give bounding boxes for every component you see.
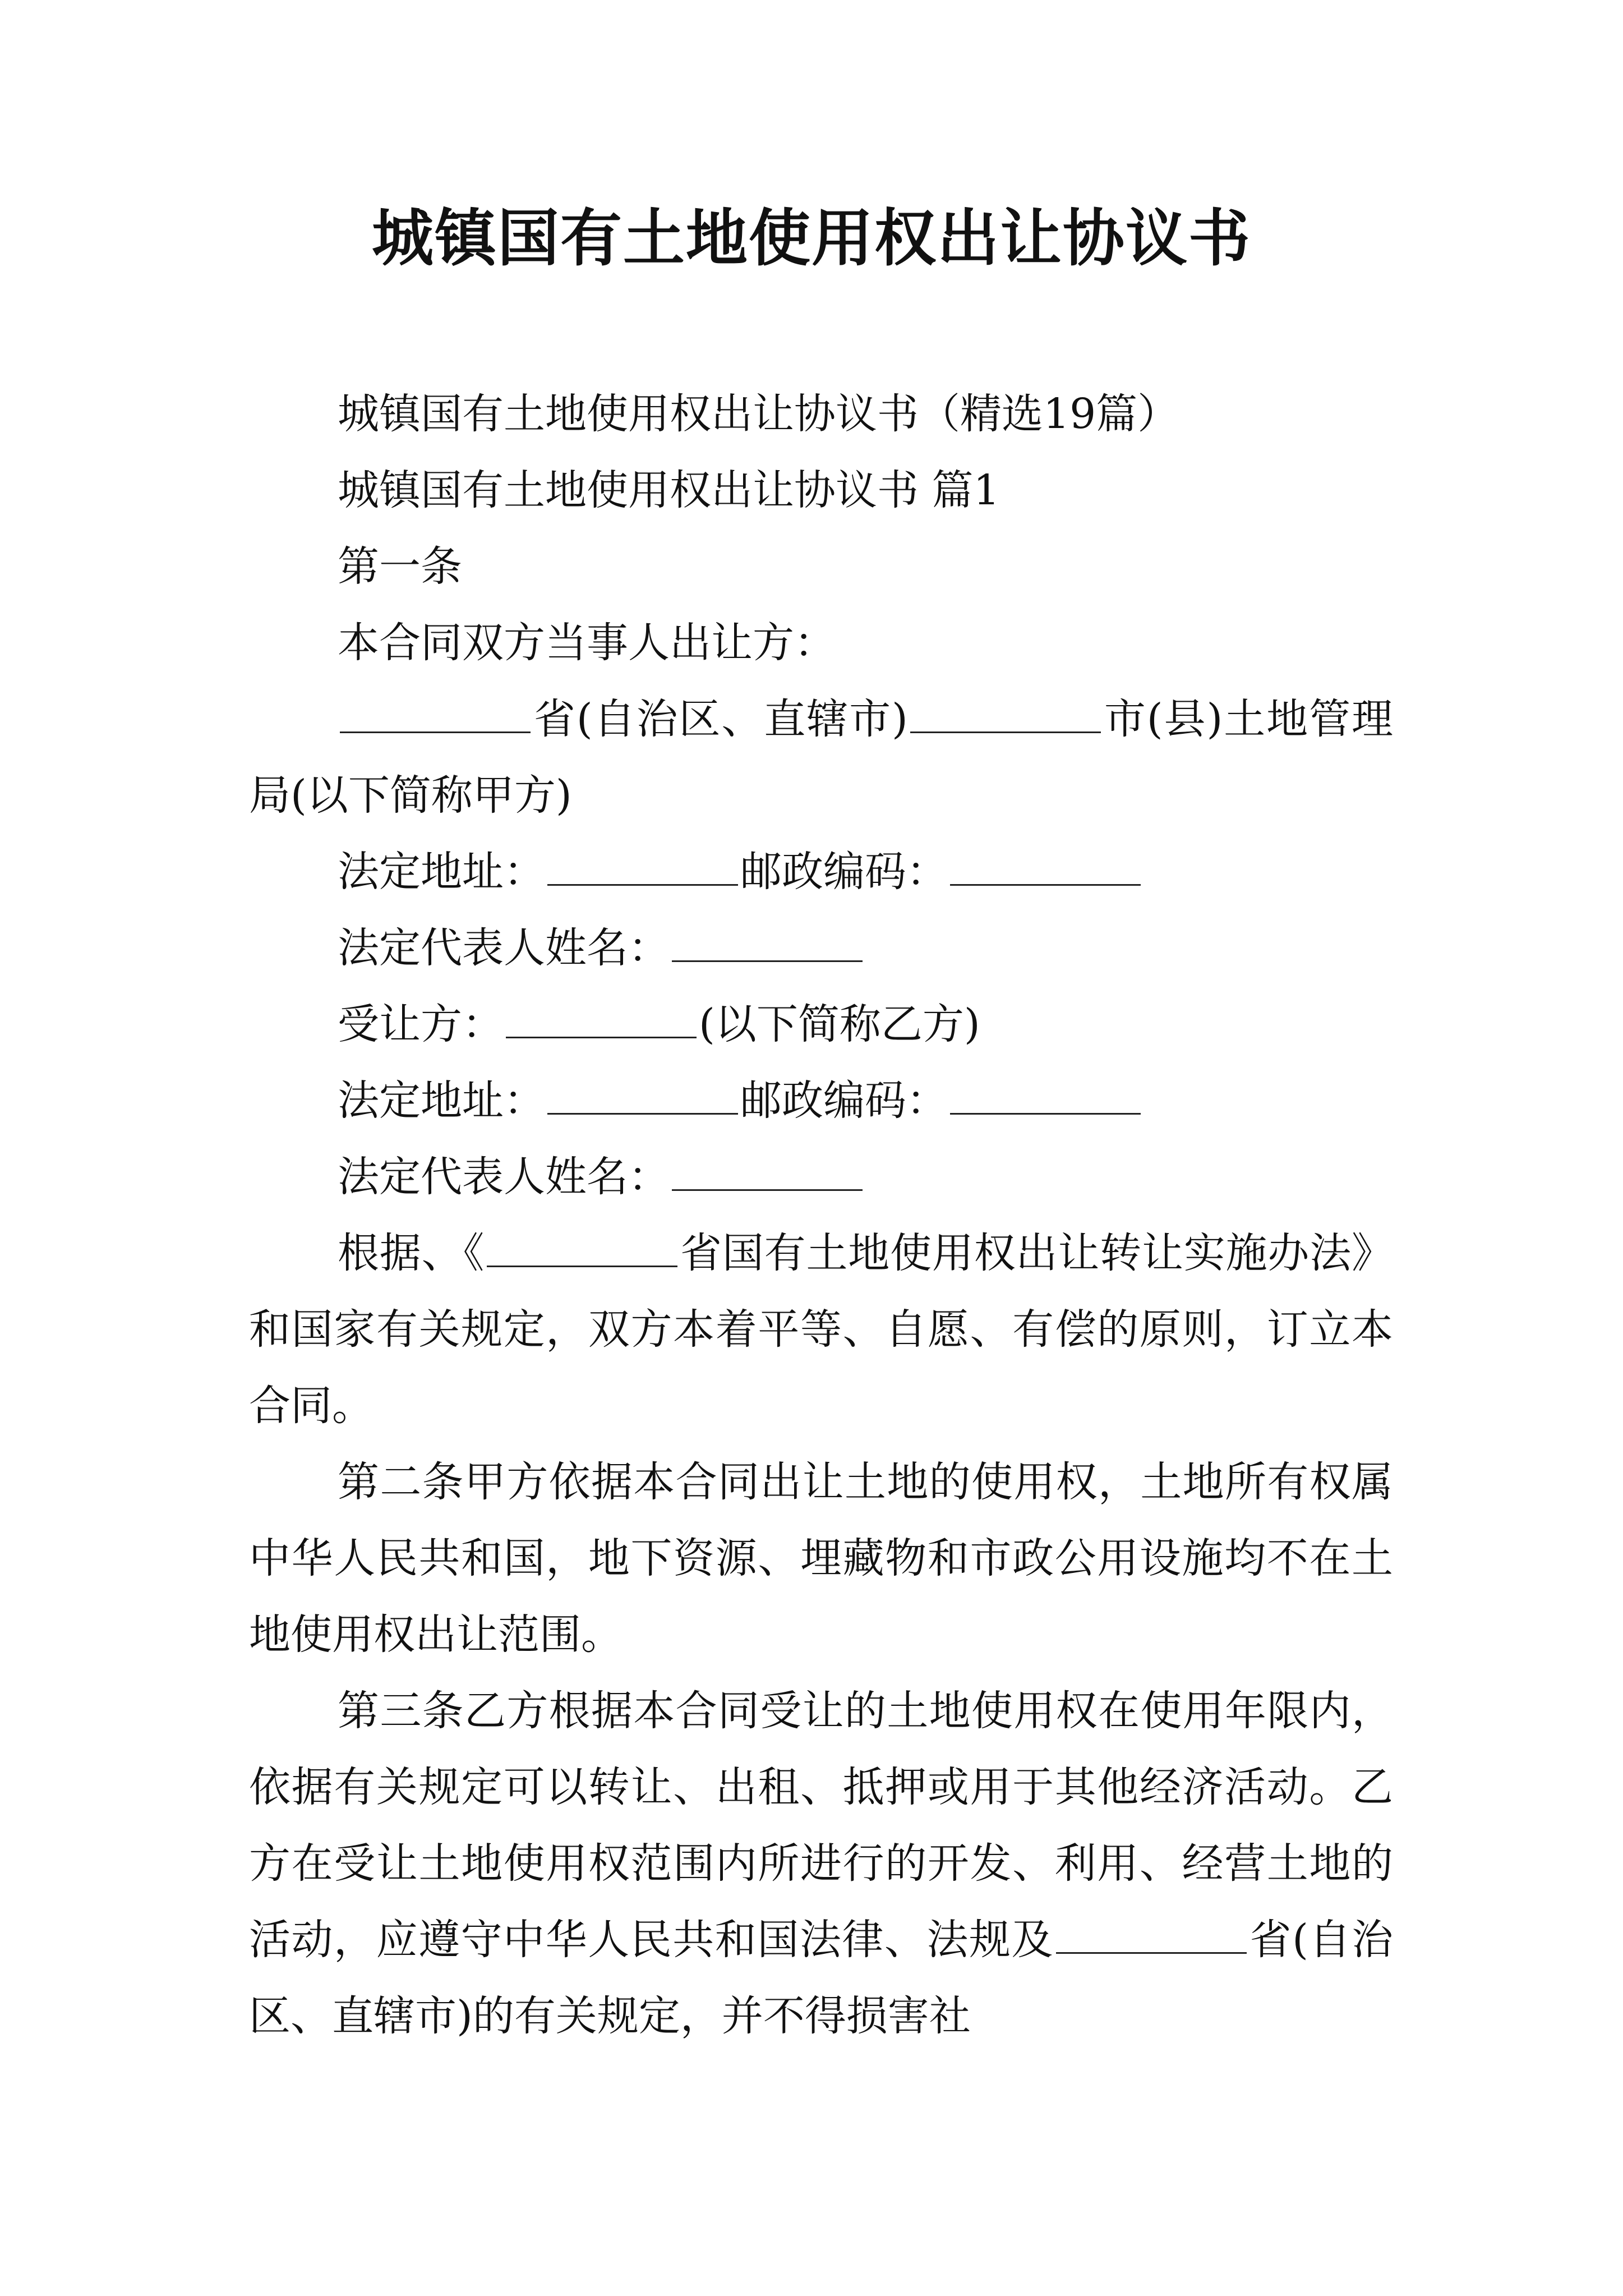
grantor-line (249, 681, 1393, 834)
article-2-paragraph: 第二条甲方依据本合同出让土地的使用权，土地所有权属中华人民共和国，地下资源、埋藏物和市政公用设施均不在土地使用权出让范围。 (249, 1458, 1393, 1659)
fill-in-blank (1056, 1910, 1247, 1954)
document-title: 城镇国有土地使用权出让协议书 (372, 203, 1251, 274)
article-1-heading: 第一条 (338, 542, 462, 591)
article-3-part2: 省(自治区、直辖市)的有关规定，并不得损害社 (249, 1916, 1393, 2040)
fill-in-blank (950, 841, 1141, 886)
grantor-address-label: 法定地址： (338, 848, 545, 896)
section-heading: 城镇国有土地使用权出让协议书 篇1 (338, 466, 1000, 514)
grantee-representative-line (249, 1139, 1393, 1215)
grantee-postcode-label: 邮政编码： (740, 1076, 948, 1125)
basis-prefix: 根据、《 (338, 1229, 485, 1277)
grantor-rep-label: 法定代表人姓名： (338, 924, 670, 972)
basis-suffix: 省国有土地使用权出让转让实施办法》和国家有关规定，双方本着平等、自愿、有偿的原则，订立本合同。 (249, 1229, 1394, 1430)
fill-in-blank (340, 689, 531, 733)
grantee-rep-label: 法定代表人姓名： (338, 1153, 670, 1201)
grantee-suffix: (以下简称乙方) (699, 1000, 980, 1048)
grantee-address-line (249, 1062, 1393, 1139)
grantor-postcode-label: 邮政编码： (740, 848, 948, 896)
basis-paragraph (249, 1215, 1393, 1444)
fill-in-blank (506, 994, 697, 1038)
grantee-line (249, 986, 1393, 1062)
grantor-line-part2: 市(县)土地管理局(以下简称甲方) (249, 695, 1393, 820)
fill-in-blank (547, 1070, 738, 1115)
fill-in-blank (487, 1223, 677, 1267)
article-3-paragraph (249, 1673, 1393, 2054)
fill-in-blank (547, 841, 738, 886)
document-body (249, 376, 1393, 2054)
fill-in-blank (910, 689, 1101, 733)
grantor-line-part1: 省(自治区、直辖市) (533, 695, 908, 743)
fill-in-blank (950, 1070, 1141, 1115)
fill-in-blank (672, 1147, 863, 1191)
grantor-representative-line (249, 910, 1393, 986)
grantor-address-line (249, 834, 1393, 910)
grantee-address-label: 法定地址： (338, 1076, 545, 1125)
subtitle: 城镇国有土地使用权出让协议书（精选19篇） (338, 390, 1179, 438)
article-3-part1: 第三条乙方根据本合同受让的土地使用权在使用年限内，依据有关规定可以转让、出租、抵押或用于其他经济活动。乙方在受让土地使用权范围内所进行的开发、利用、经营土地的活动，应遵守中华人民共和国法律、法规及 (249, 1687, 1393, 1964)
grantee-label: 受让方： (338, 1000, 504, 1048)
parties-intro: 本合同双方当事人出让方： (338, 619, 836, 667)
fill-in-blank (672, 918, 863, 962)
